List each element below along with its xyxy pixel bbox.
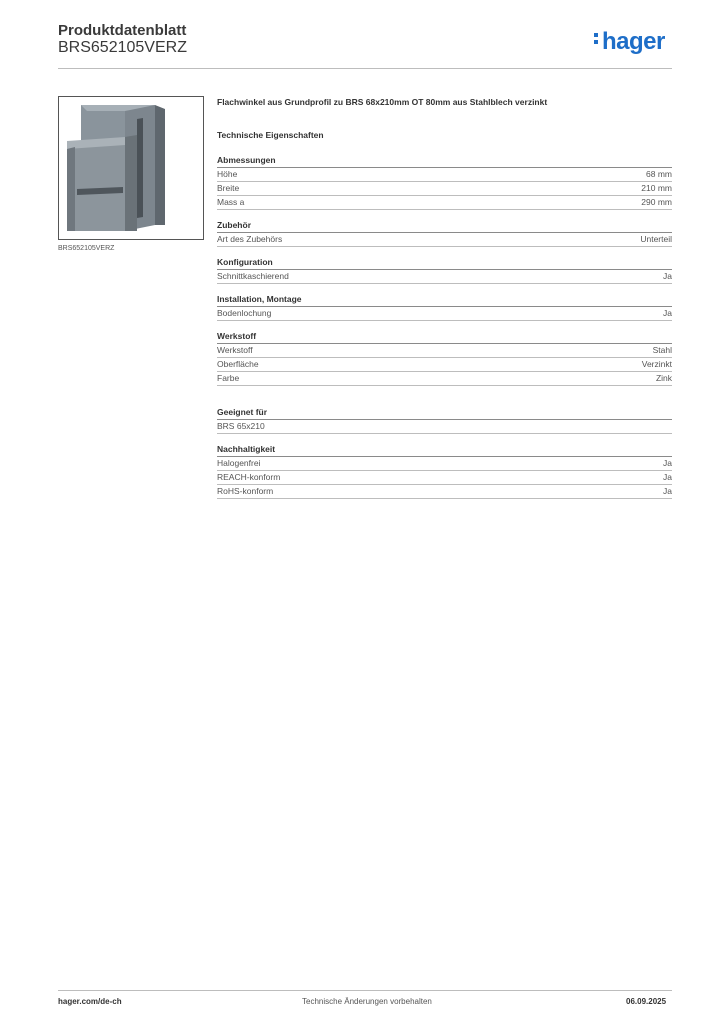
row-label: Schnittkaschierend	[217, 271, 289, 281]
footer-date: 06.09.2025	[626, 997, 667, 1006]
section-suitable-for	[217, 406, 672, 434]
product-details	[217, 96, 672, 499]
logo-colon-icon	[594, 30, 599, 47]
section-sustainability	[217, 443, 672, 499]
footer-website-link[interactable]: hager.com/de-ch	[58, 997, 122, 1006]
row-label: RoHS-konform	[217, 486, 274, 496]
row-value: Unterteil	[640, 234, 672, 244]
technical-properties-heading: Technische Eigenschaften	[217, 130, 324, 140]
row-label: BRS 65x210	[217, 421, 265, 431]
image-caption: BRS652105VERZ	[58, 245, 115, 252]
row-value: Ja	[663, 308, 672, 318]
row-value: Ja	[663, 458, 672, 468]
row-label: Höhe	[217, 169, 238, 179]
table-row	[217, 420, 672, 434]
row-label: Art des Zubehörs	[217, 234, 283, 244]
section-title: Zubehör	[217, 219, 672, 233]
table-row	[217, 471, 672, 485]
row-value: Stahl	[652, 345, 672, 355]
row-label: Mass a	[217, 197, 245, 207]
section-dimensions	[217, 154, 672, 210]
row-value: Zink	[655, 373, 672, 383]
section-title: Installation, Montage	[217, 293, 672, 307]
section-title: Konfiguration	[217, 256, 672, 270]
product-description: Flachwinkel aus Grundprofil zu BRS 68x210mm OT 80mm aus Stahlblech verzinkt	[217, 97, 548, 107]
table-row	[217, 196, 672, 210]
table-row	[217, 344, 672, 358]
product-code: BRS652105VERZ	[58, 39, 187, 56]
table-row	[217, 485, 672, 499]
row-label: REACH-konform	[217, 472, 281, 482]
row-value: Ja	[663, 472, 672, 482]
hager-logo	[594, 28, 665, 56]
section-title: Abmessungen	[217, 154, 672, 168]
cable-duct-elbow-image	[59, 97, 203, 239]
table-row	[217, 358, 672, 372]
footer-divider	[58, 990, 672, 991]
section-title: Nachhaltigkeit	[217, 443, 672, 457]
table-row	[217, 457, 672, 471]
row-value: 210 mm	[641, 183, 672, 193]
row-value: 290 mm	[641, 197, 672, 207]
table-row	[217, 182, 672, 196]
row-value: Ja	[663, 486, 672, 496]
table-row	[217, 168, 672, 182]
table-row	[217, 307, 672, 321]
section-installation	[217, 293, 672, 321]
row-label: Werkstoff	[217, 345, 253, 355]
row-value: Verzinkt	[641, 359, 672, 369]
row-value: 68 mm	[646, 169, 672, 179]
row-label: Farbe	[217, 373, 240, 383]
row-label: Oberfläche	[217, 359, 259, 369]
section-material	[217, 330, 672, 386]
header-divider	[58, 68, 672, 69]
row-label: Bodenlochung	[217, 308, 272, 318]
section-configuration	[217, 256, 672, 284]
table-row	[217, 372, 672, 386]
row-value: Ja	[663, 271, 672, 281]
table-row	[217, 270, 672, 284]
section-accessory	[217, 219, 672, 247]
table-row	[217, 233, 672, 247]
section-title: Geeignet für	[217, 406, 672, 420]
product-image	[58, 96, 204, 240]
row-label: Breite	[217, 183, 240, 193]
document-title: Produktdatenblatt	[58, 22, 187, 39]
row-label: Halogenfrei	[217, 458, 261, 468]
footer-notice: Technische Änderungen vorbehalten	[302, 997, 432, 1006]
logo-text: hager	[602, 28, 665, 55]
section-title: Werkstoff	[217, 330, 672, 344]
